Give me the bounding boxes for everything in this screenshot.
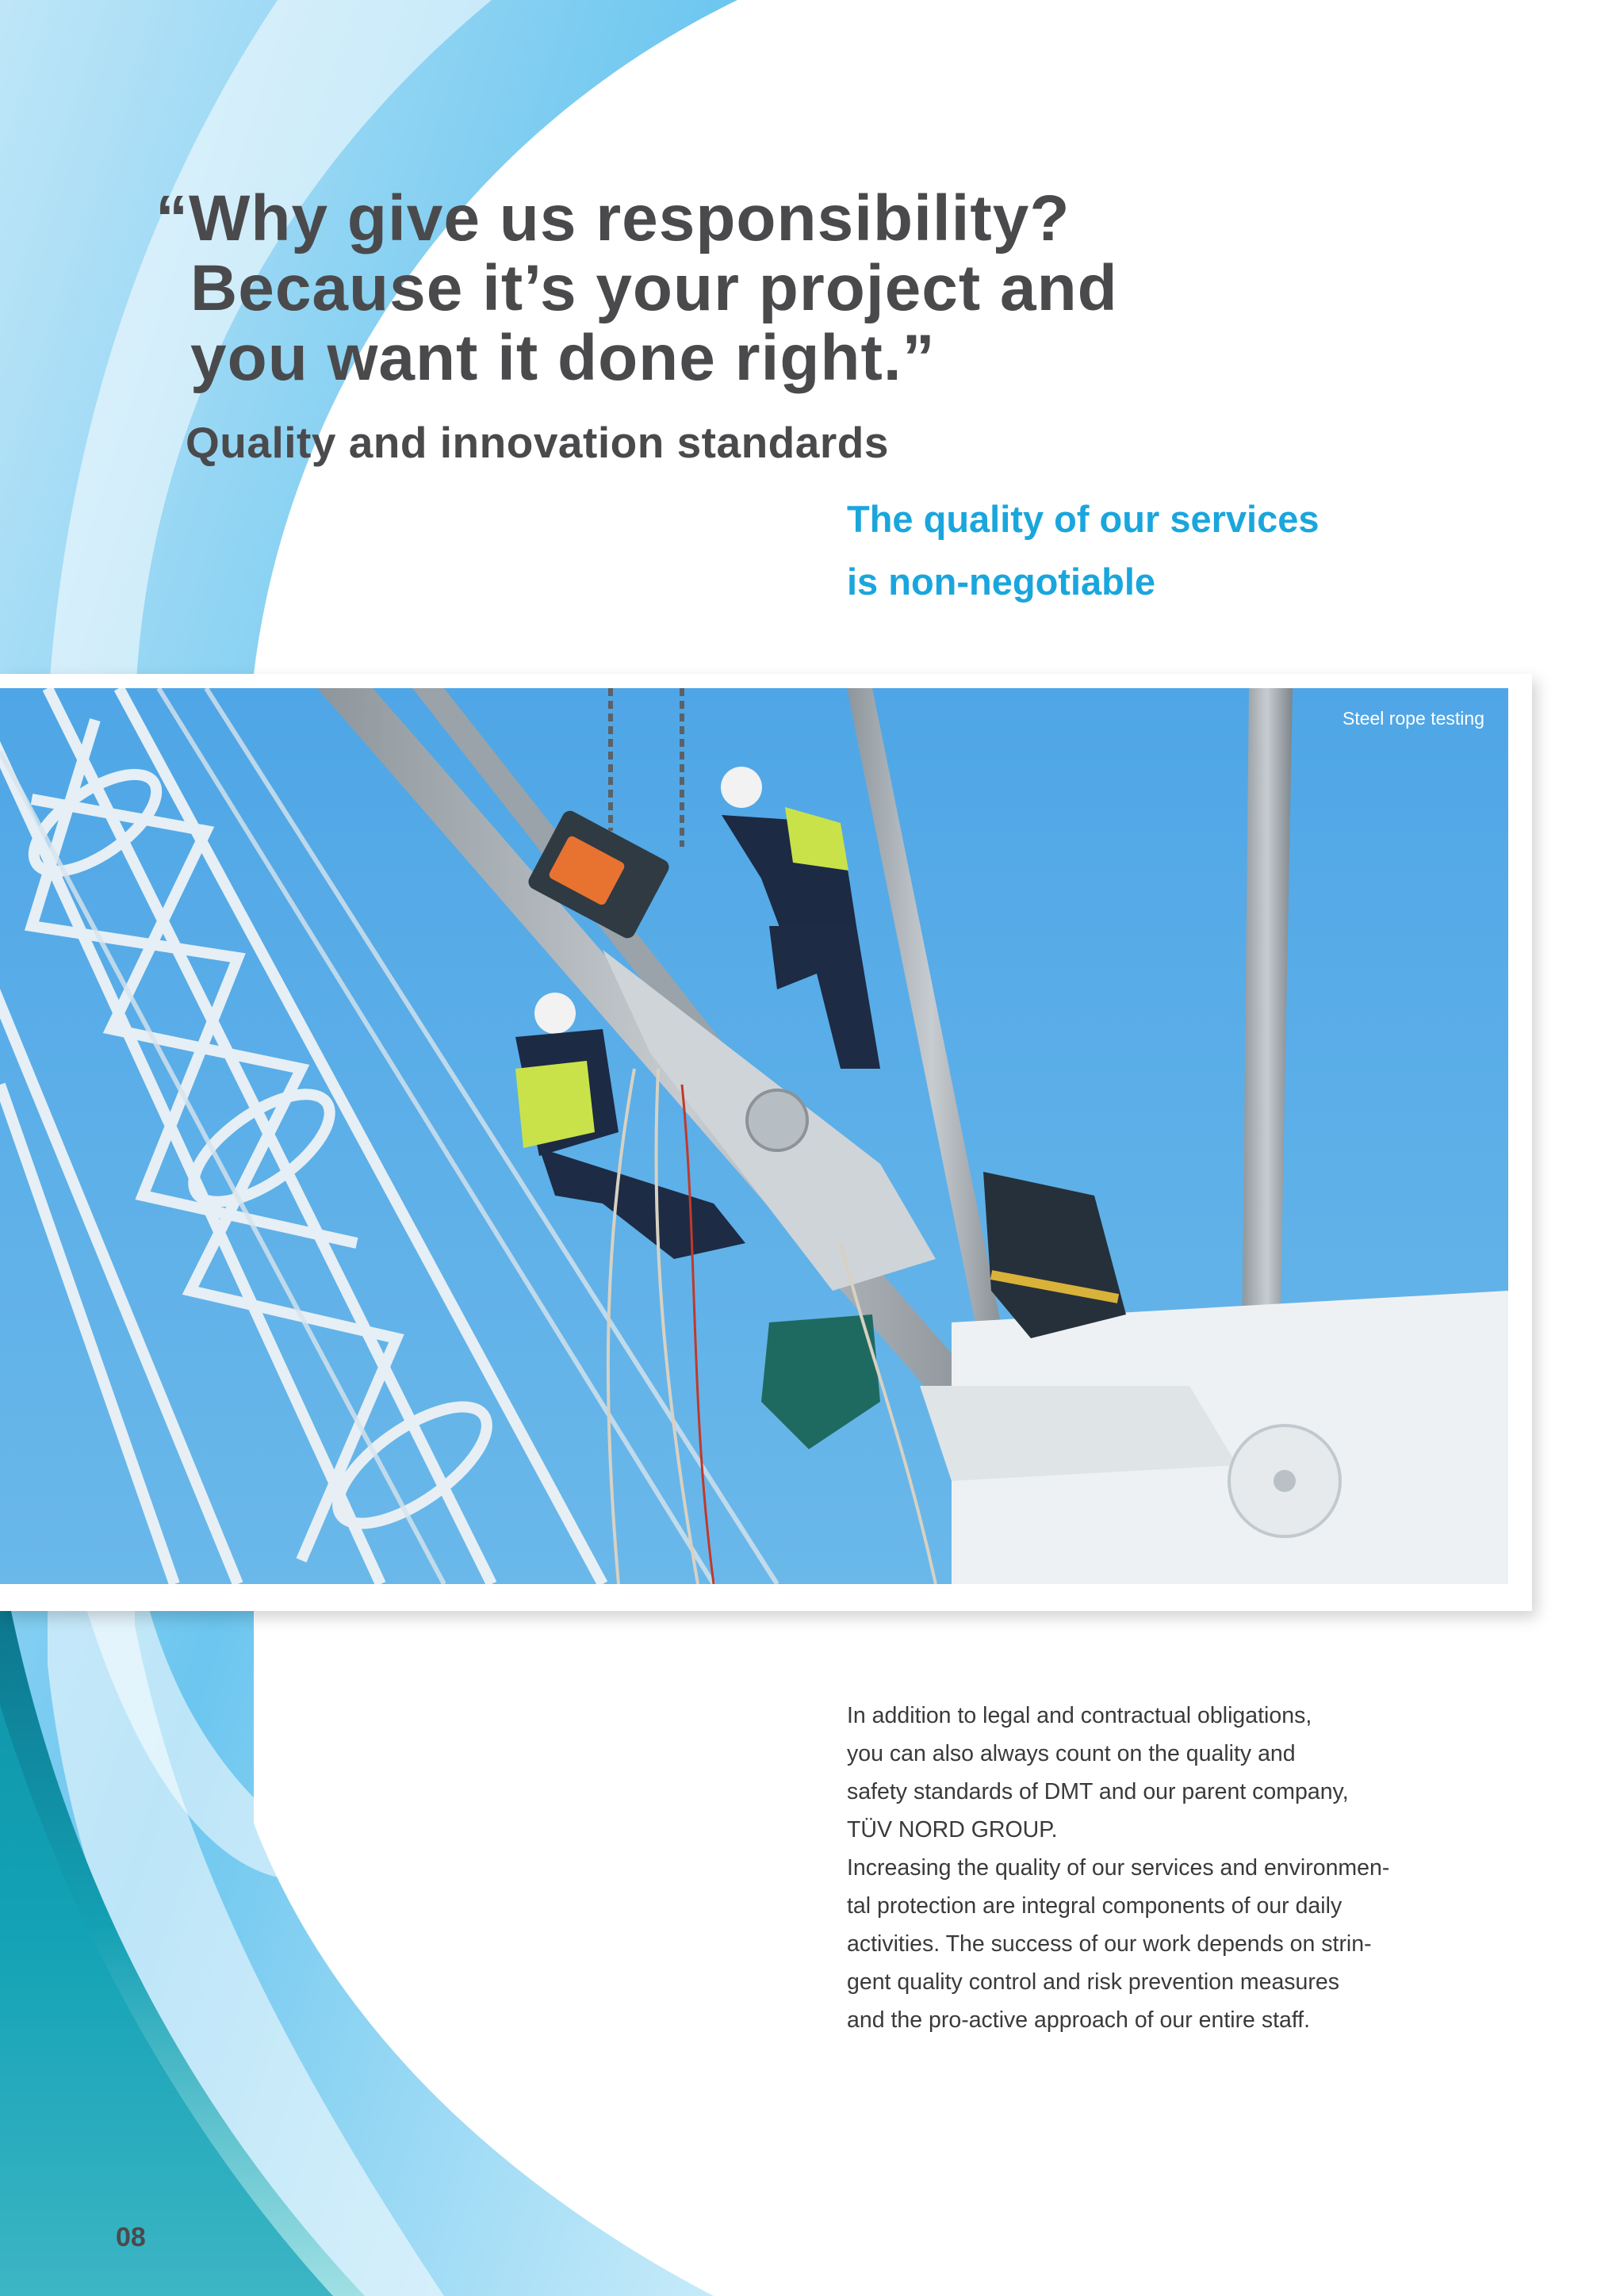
body-line: Increasing the quality of our services and environmen-: [847, 1855, 1390, 1881]
tagline: [847, 488, 1320, 613]
body-line: you can also always count on the quality and: [847, 1741, 1296, 1766]
photo-illustration: [0, 688, 1508, 1584]
body-line: TÜV NORD GROUP.: [847, 1817, 1058, 1843]
headline-line: Because it’s your project and: [190, 252, 1118, 324]
body-line: safety standards of DMT and our parent company,: [847, 1779, 1349, 1804]
body-line: gent quality control and risk prevention measures: [847, 1969, 1340, 1995]
steel-rope-testing-photo: [0, 688, 1508, 1584]
body-line: tal protection are integral components of our daily: [847, 1893, 1342, 1919]
headline-line: “Why give us responsibility?: [155, 182, 1071, 254]
page-headline: [155, 184, 1345, 393]
section-subheading: Quality and innovation standards: [186, 418, 889, 467]
headline-line: you want it done right.”: [190, 322, 936, 394]
body-line: activities. The success of our work depends on strin-: [847, 1931, 1372, 1957]
body-line: In addition to legal and contractual obligations,: [847, 1703, 1312, 1728]
photo-caption: Steel rope testing: [1342, 708, 1484, 729]
body-line: and the pro-active approach of our entire staff.: [847, 2007, 1311, 2033]
body-paragraph: [847, 1697, 1450, 2039]
page-number: 08: [116, 2222, 146, 2252]
tagline-line: The quality of our services: [847, 498, 1320, 540]
tagline-line: is non-negotiable: [847, 561, 1156, 603]
